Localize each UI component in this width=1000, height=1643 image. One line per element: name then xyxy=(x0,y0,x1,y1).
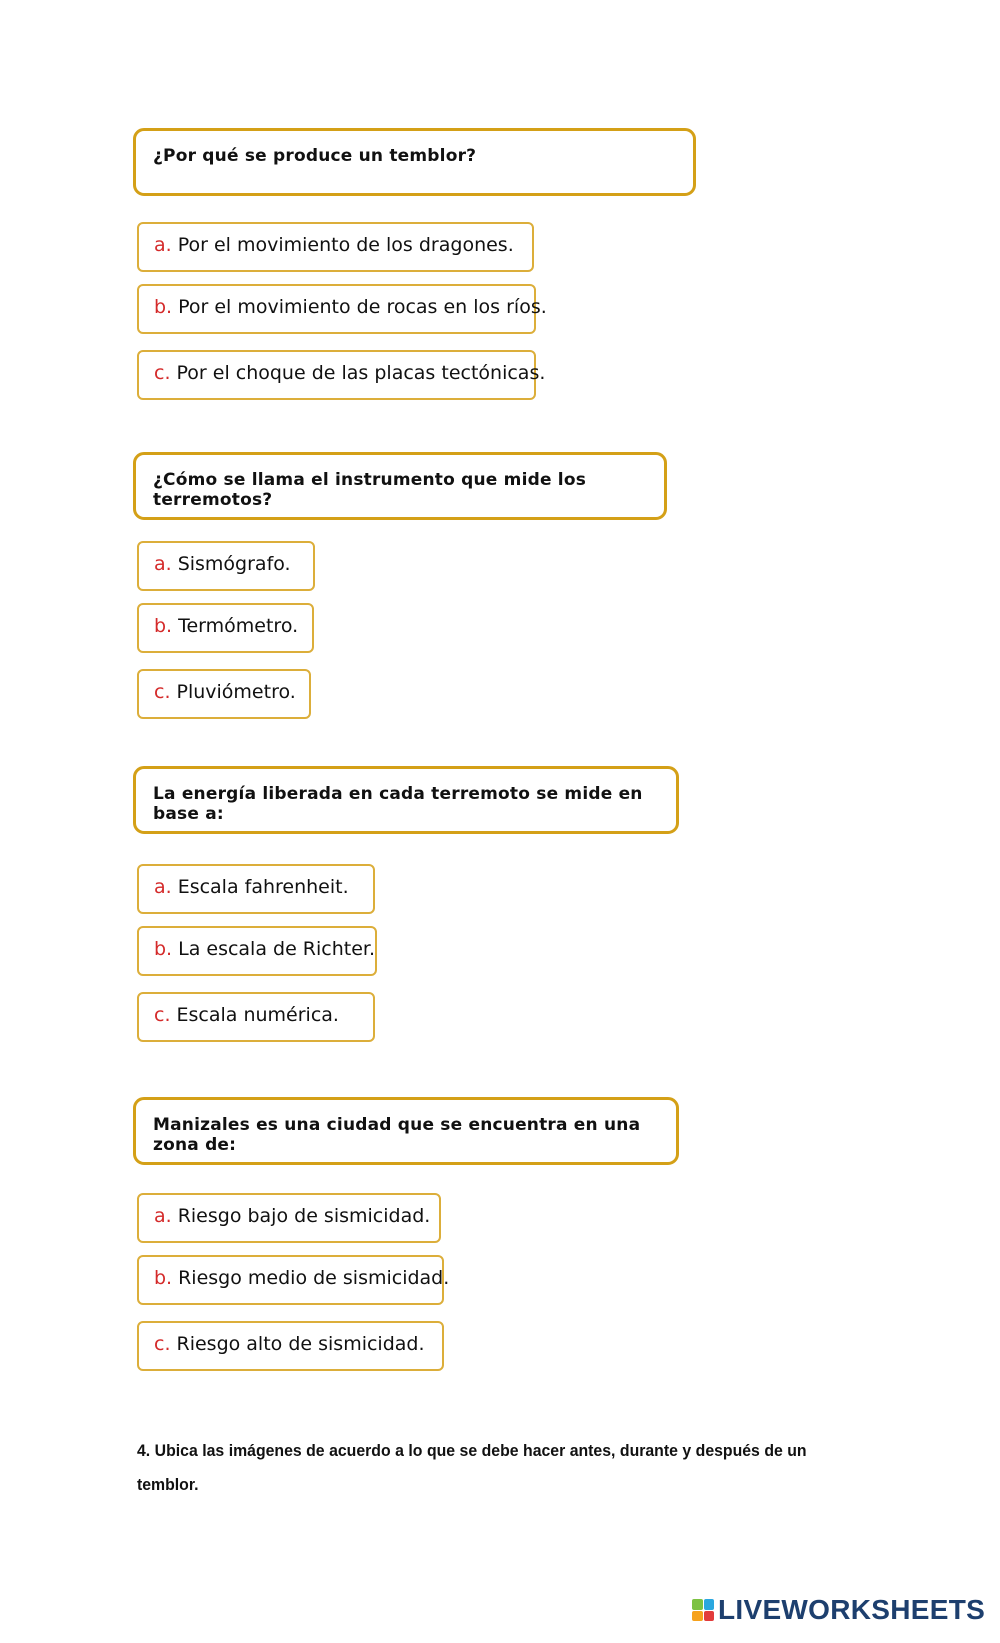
question-3-text: La energía liberada en cada terremoto se mide en base a: xyxy=(153,784,643,824)
question-4-box xyxy=(133,1097,679,1165)
question-1-option-b[interactable] xyxy=(137,284,547,334)
option-text: Riesgo medio de sismicidad. xyxy=(178,1267,450,1289)
question-2-option-c[interactable] xyxy=(137,669,311,719)
instruction-text: 4. Ubica las imágenes de acuerdo a lo que se debe hacer antes, durante y después de un temblor. xyxy=(137,1441,807,1494)
option-text: Sismógrafo. xyxy=(177,553,291,575)
option-letter: b. xyxy=(154,1267,173,1289)
option-letter: b. xyxy=(154,615,173,637)
option-letter: a. xyxy=(154,234,172,256)
brand-text: LIVEWORKSHEETS xyxy=(718,1594,986,1625)
question-4-option-c[interactable] xyxy=(137,1321,444,1371)
question-4-text: Manizales es una ciudad que se encuentra en una zona de: xyxy=(153,1115,641,1155)
question-1-option-c[interactable] xyxy=(137,350,546,400)
option-text: Por el choque de las placas tectónicas. xyxy=(176,362,546,384)
question-2-option-b[interactable] xyxy=(137,603,314,653)
option-letter: a. xyxy=(154,876,172,898)
question-3-option-b[interactable] xyxy=(137,926,377,976)
option-letter: b. xyxy=(154,296,173,318)
option-text: Pluviómetro. xyxy=(176,681,296,703)
option-letter: c. xyxy=(154,1333,171,1355)
question-2-text: ¿Cómo se llama el instrumento que mide los terremotos? xyxy=(153,470,587,510)
question-3-option-a[interactable] xyxy=(137,864,375,914)
question-1-box xyxy=(133,128,696,196)
option-text: Termómetro. xyxy=(178,615,299,637)
option-text: La escala de Richter. xyxy=(178,938,376,960)
option-text: Por el movimiento de los dragones. xyxy=(177,234,514,256)
option-text: Escala fahrenheit. xyxy=(177,876,349,898)
question-4-option-b[interactable] xyxy=(137,1255,450,1305)
option-letter: a. xyxy=(154,553,172,575)
option-letter: c. xyxy=(154,681,171,703)
option-text: Riesgo bajo de sismicidad. xyxy=(177,1205,431,1227)
option-text: Escala numérica. xyxy=(176,1004,339,1026)
option-letter: a. xyxy=(154,1205,172,1227)
option-letter: c. xyxy=(154,1004,171,1026)
question-2-option-a[interactable] xyxy=(137,541,315,591)
question-3-box xyxy=(133,766,679,834)
question-3-option-c[interactable] xyxy=(137,992,375,1042)
question-4-option-a[interactable] xyxy=(137,1193,441,1243)
option-letter: c. xyxy=(154,362,171,384)
question-1-text: ¿Por qué se produce un temblor? xyxy=(153,146,477,166)
liveworksheets-logo-icon xyxy=(692,1599,714,1621)
question-2-box xyxy=(133,452,667,520)
option-text: Riesgo alto de sismicidad. xyxy=(176,1333,425,1355)
liveworksheets-branding xyxy=(692,1594,985,1626)
question-1-option-a[interactable] xyxy=(137,222,534,272)
option-text: Por el movimiento de rocas en los ríos. xyxy=(178,296,547,318)
option-letter: b. xyxy=(154,938,173,960)
